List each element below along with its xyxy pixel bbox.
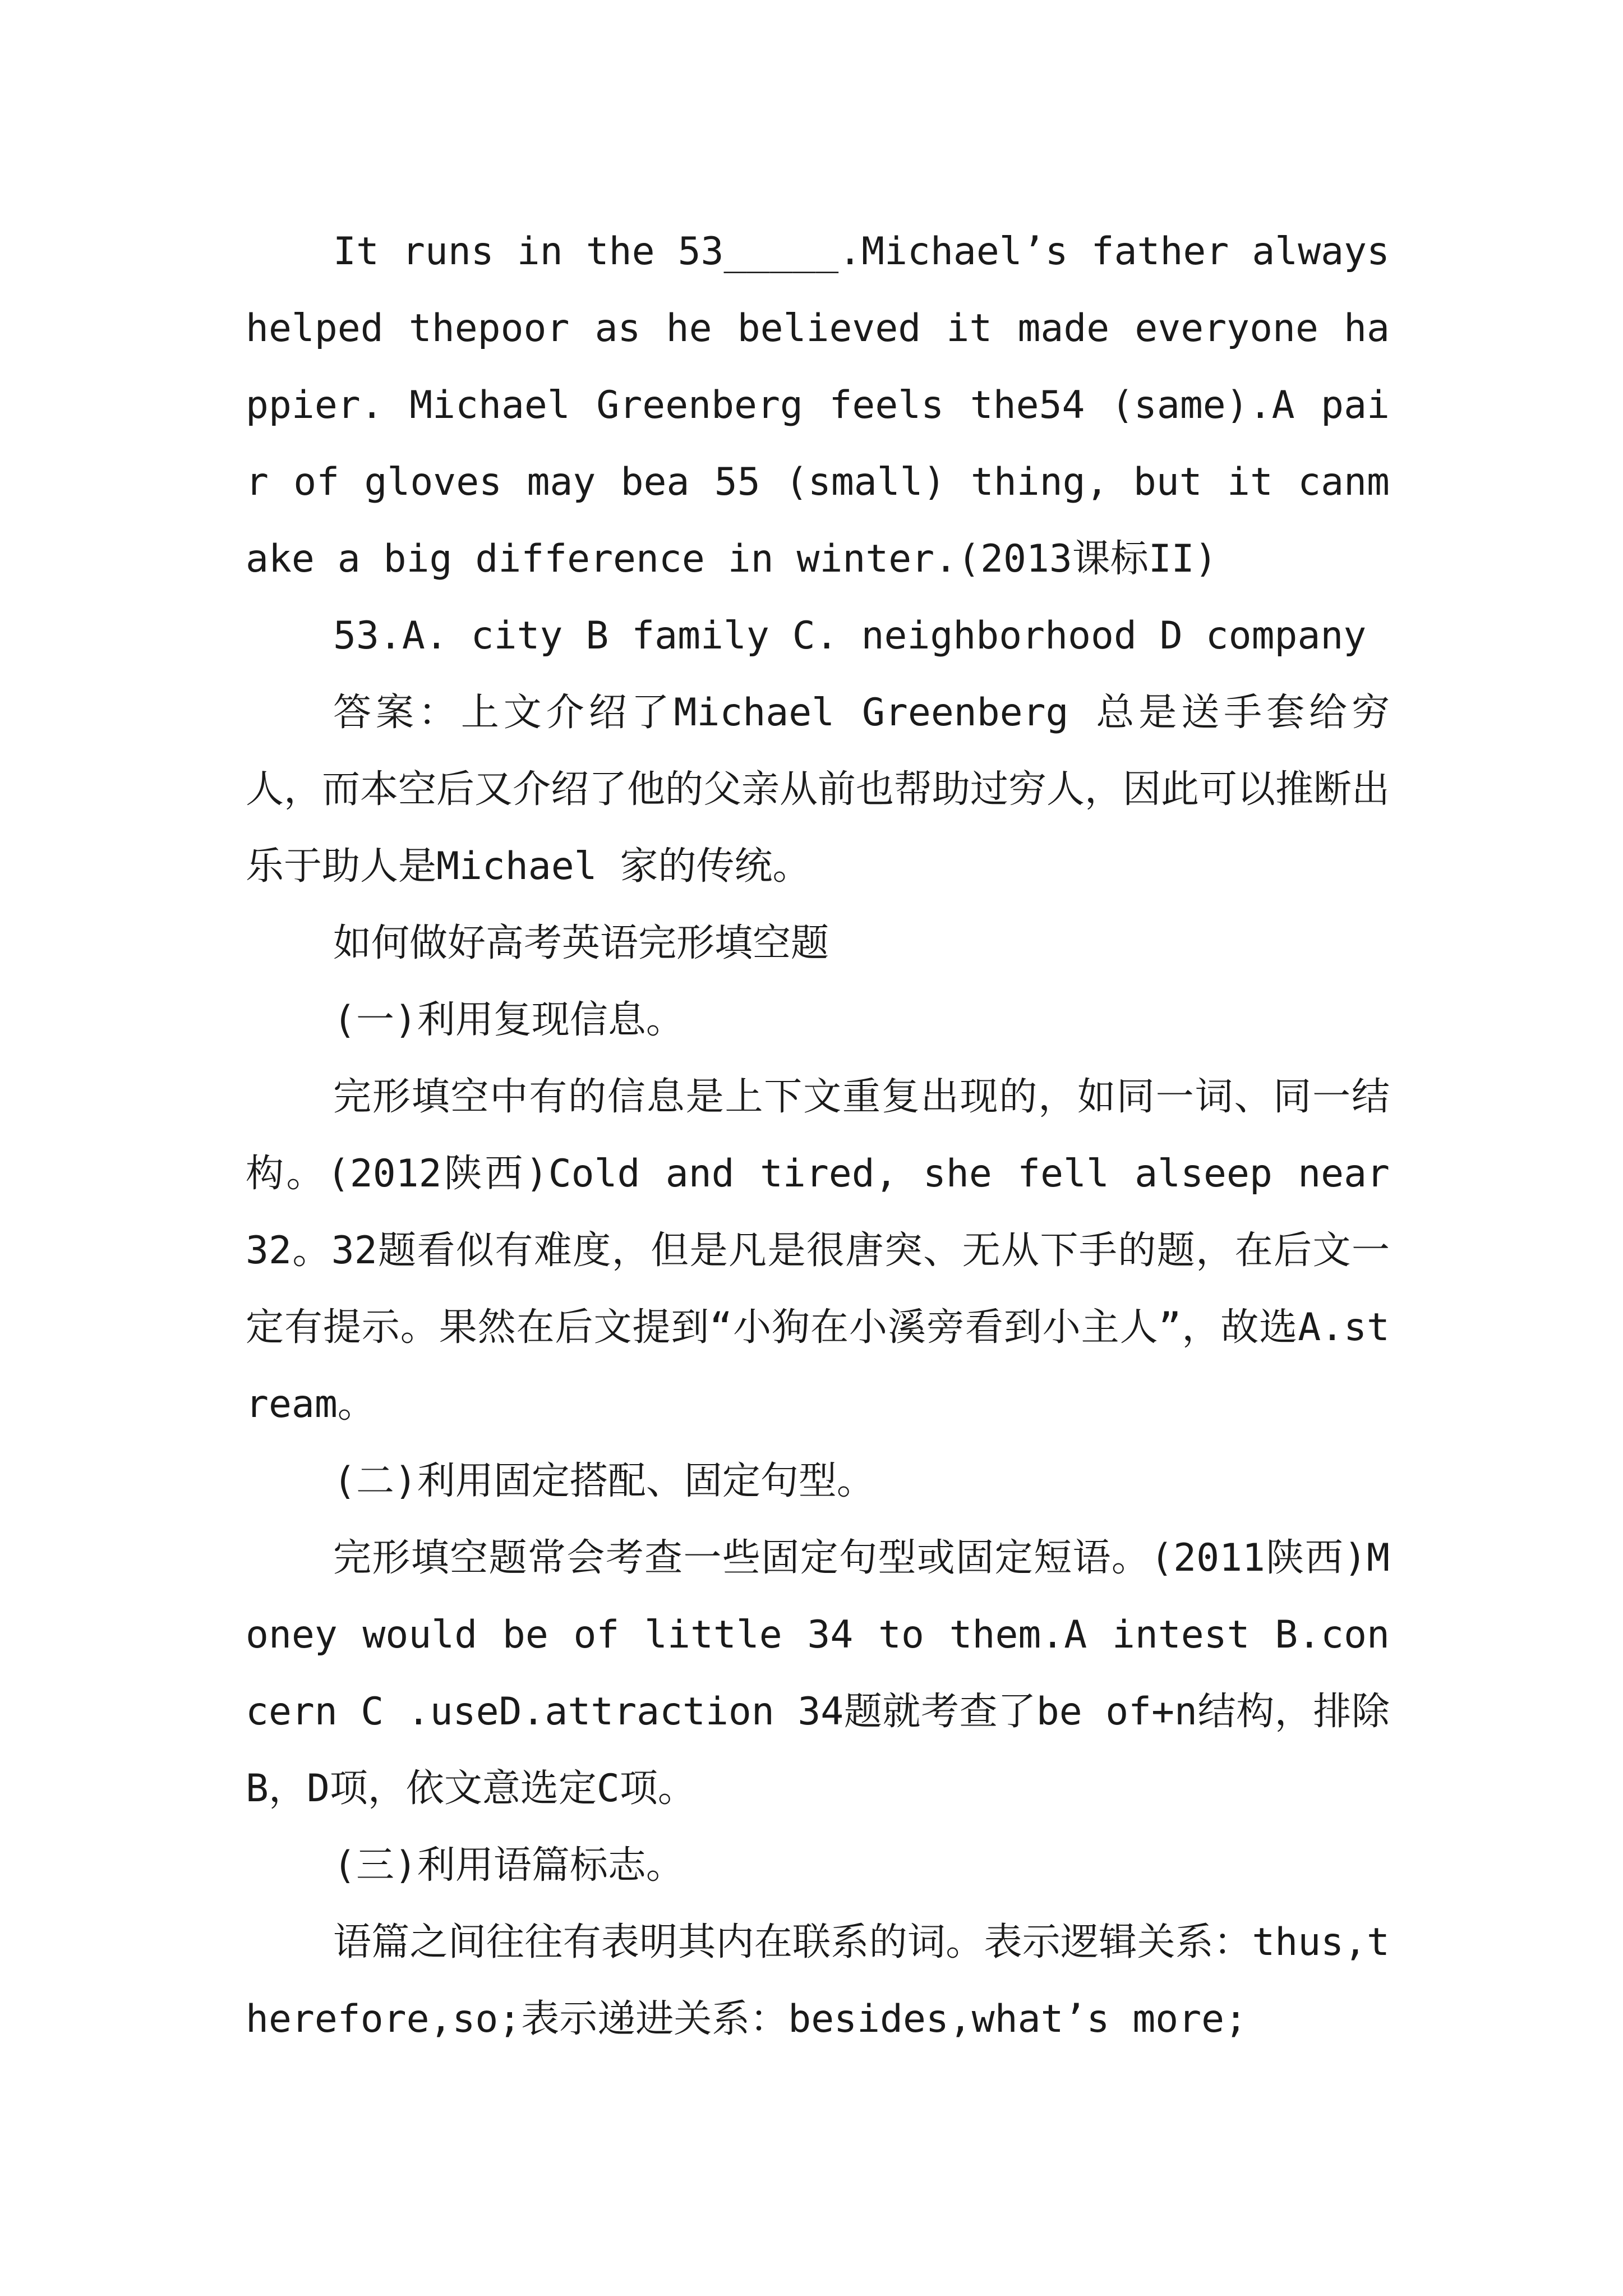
subheading-2: (二)利用固定搭配、固定句型。	[333, 1459, 875, 1503]
subheading-1: (一)利用复现信息。	[333, 998, 684, 1042]
paragraph-6: 完形填空中有的信息是上下文重复出现的，如同一词、同一结构。(2012陕西)Cold and tired, she fell alseep near 32。32题看似有难度，但是凡是很唐突、无从下手的题，在后文一定有提示。果然在后文提到“小狗在小溪旁看到小主人”，故选A.stream。	[246, 1075, 1390, 1427]
subheading-3: (三)利用语篇标志。	[333, 1843, 684, 1888]
paragraph-8: 完形填空题常会考查一些固定句型或固定短语。(2011陕西)Money would be of little 34 to them.A intest B.concern C .useD.attraction 34题就考查了be of+n结构，排除B，D项，依文意选定C项。	[246, 1536, 1390, 1811]
document-body	[246, 213, 1390, 2058]
paragraph-10: 语篇之间往往有表明其内在联系的词。表示逻辑关系：thus,therefore,so;表示递进关系：besides,what’s more;	[246, 1920, 1390, 2041]
section-heading: 如何做好高考英语完形填空题	[333, 921, 829, 965]
paragraph-3-answer: 答案：上文介绍了Michael Greenberg 总是送手套给穷人，而本空后又介绍了他的父亲从前也帮助过穷人，因此可以推断出乐于助人是Michael 家的传统。	[246, 691, 1390, 889]
paragraph-1: It runs in the 53_____.Michael’s father always helped thepoor as he believed it made everyone happier. Michael Greenberg feels the54 (same).A pair of gloves may bea 55 (small) thing, but it canmake a big difference in winter.(2013课标II)	[246, 229, 1390, 581]
paragraph-2-question-53-options: 53.A. city B family C. neighborhood D company	[333, 614, 1367, 658]
